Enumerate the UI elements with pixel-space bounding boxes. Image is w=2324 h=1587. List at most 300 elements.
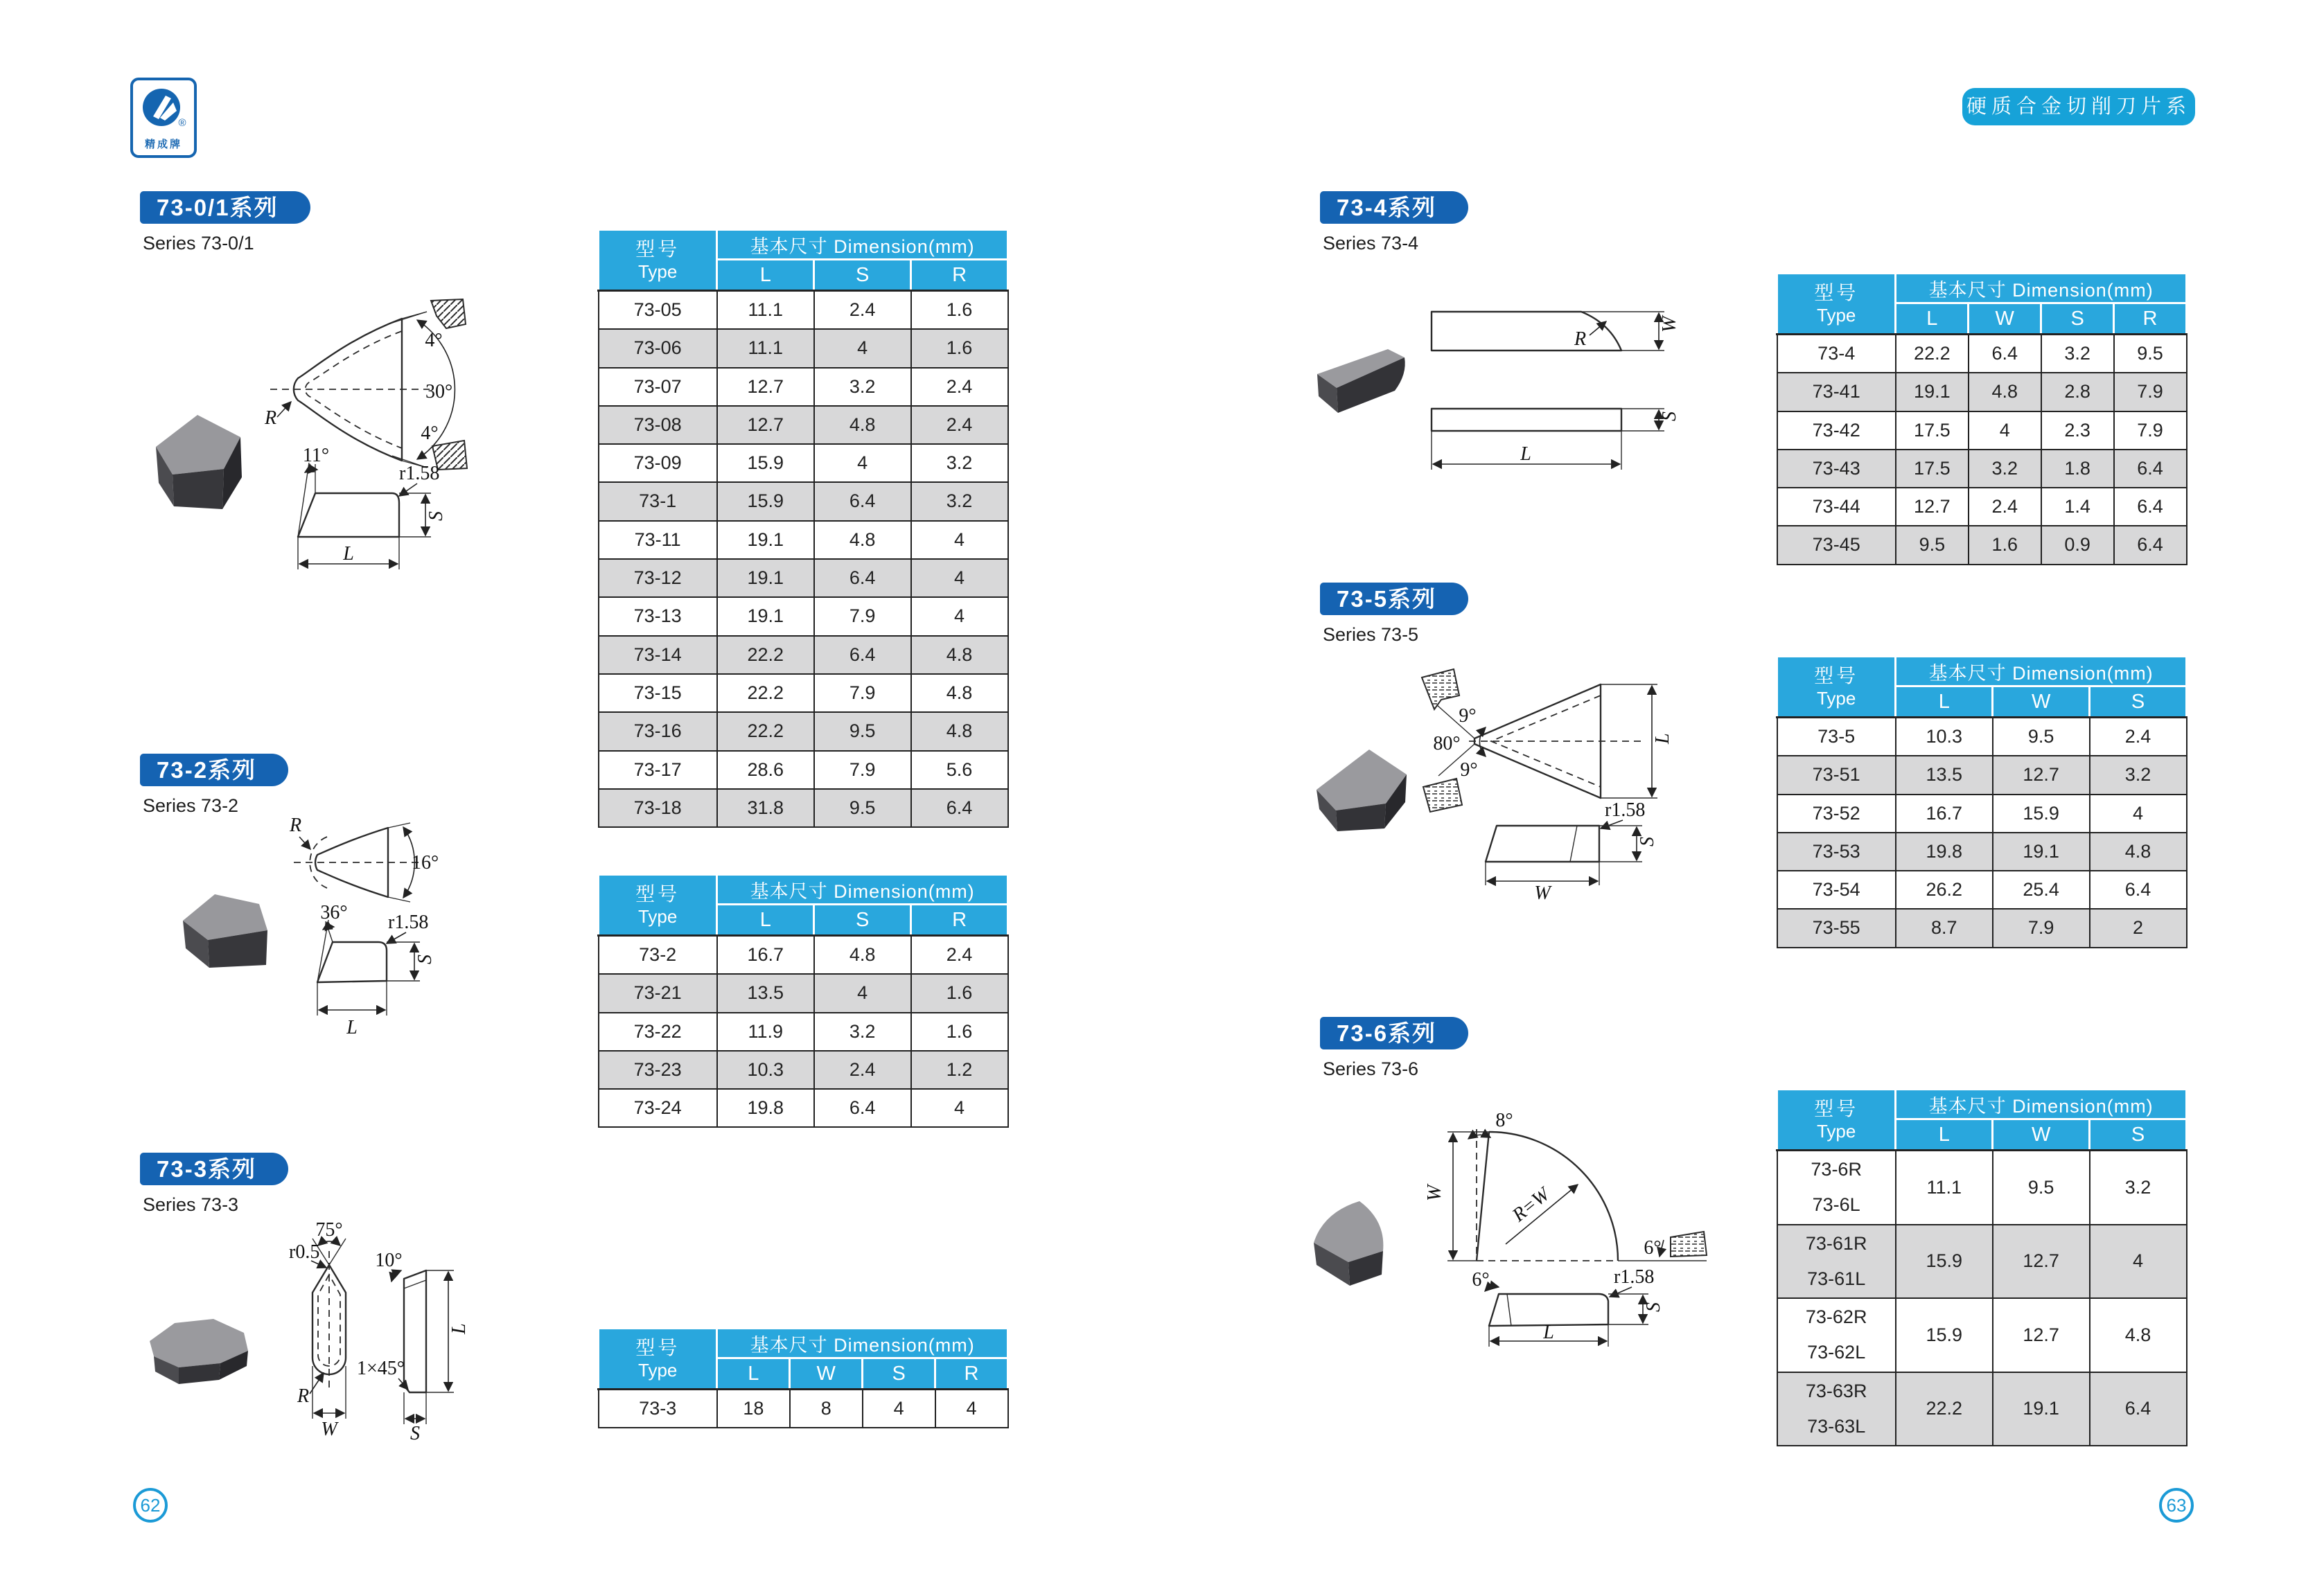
cell-value: 22.2 (717, 674, 814, 712)
cell-value: 12.7 (1993, 1225, 2090, 1299)
dim-label: R (265, 407, 277, 429)
dim-label: 36° (320, 902, 348, 923)
technical-drawing (1414, 665, 1718, 901)
cell-value: 7.9 (814, 751, 911, 789)
cell-type: 73-15 (599, 674, 717, 712)
dim-label: W (1424, 1185, 1445, 1201)
brand-logo-icon (139, 86, 188, 130)
table-row (599, 1089, 1008, 1127)
cell-value: 6.4 (814, 1089, 911, 1127)
cell-value: 3.2 (814, 368, 911, 406)
table-row (1777, 871, 2187, 909)
cell-value: 7.9 (1993, 909, 2090, 947)
table-row (1777, 909, 2187, 947)
cell-type: 73-1 (599, 482, 717, 520)
table-row (599, 712, 1008, 750)
cell-value: 7.9 (814, 597, 911, 635)
table-row (599, 936, 1008, 975)
technical-drawing (288, 1219, 475, 1455)
dim-label: R (1574, 328, 1587, 350)
series-table-container (597, 874, 1009, 1128)
table-row (599, 368, 1008, 406)
col-header-dimension: 基本尺寸 Dimension(mm) (1896, 274, 2187, 303)
table-row (599, 636, 1008, 674)
cell-type: 73-45 (1777, 526, 1896, 564)
col-header-dimension: 基本尺寸 Dimension(mm) (717, 875, 1008, 905)
col-header-dimension: 基本尺寸 Dimension(mm) (1896, 1090, 2187, 1119)
cell-type: 73-22 (599, 1013, 717, 1051)
dimension-table (597, 229, 1009, 828)
col-header-L: L (717, 1358, 790, 1390)
series-subtitle: Series 73-6 (1323, 1058, 1419, 1079)
cell-value: 22.2 (717, 712, 814, 750)
series-subtitle: Series 73-5 (1323, 624, 1419, 645)
table-row (599, 1013, 1008, 1051)
cell-value: 19.8 (1896, 833, 1993, 871)
series-subtitle: Series 73-0/1 (143, 233, 254, 254)
category-badge: 硬质合金切削刀片系列 (1962, 88, 2195, 125)
cell-value: 25.4 (1993, 871, 2090, 909)
dim-label: 8° (1495, 1110, 1513, 1131)
col-header-type: 型号 Type (599, 875, 717, 936)
technical-drawing (1420, 291, 1711, 488)
table-row (599, 444, 1008, 482)
insert-photo (1303, 734, 1427, 845)
dim-label: 6° (1472, 1269, 1490, 1291)
col-header-L: L (717, 260, 814, 291)
cell-value: 11.1 (1896, 1151, 1993, 1225)
technical-drawing (284, 817, 443, 1039)
cell-type: 73-18 (599, 789, 717, 827)
cell-value: 4 (814, 974, 911, 1012)
table-row (1777, 373, 2187, 411)
series-title-pill: 73-2系列 (140, 754, 288, 786)
cell-value: 12.7 (717, 406, 814, 444)
series-table-container (1776, 1088, 2187, 1446)
dim-label: 9° (1459, 705, 1477, 727)
table-row (1777, 833, 2187, 871)
series-subtitle: Series 73-2 (143, 795, 239, 816)
dim-label: 11° (302, 445, 330, 466)
cell-value: 9.5 (814, 712, 911, 750)
col-header-S: S (2090, 1119, 2187, 1151)
dimension-table (597, 874, 1009, 1128)
cell-value: 9.5 (1896, 526, 1969, 564)
cell-value: 4 (863, 1390, 935, 1428)
cell-value: 15.9 (1993, 795, 2090, 833)
series-table-container (1776, 655, 2187, 948)
hatched-relief (431, 299, 466, 328)
cell-value: 2.4 (814, 291, 911, 330)
dim-label: 9° (1460, 759, 1478, 781)
col-header-W: W (1993, 686, 2090, 718)
series-table-container (1776, 272, 2187, 565)
series-title-pill: 73-4系列 (1320, 191, 1468, 224)
dim-label: 4° (425, 330, 443, 351)
cell-type: 73-14 (599, 636, 717, 674)
cell-type: 73-06 (599, 329, 717, 367)
cell-type: 73-3 (599, 1390, 717, 1428)
cell-value: 5.6 (911, 751, 1008, 789)
cell-value: 4 (1969, 411, 2041, 450)
cell-value: 3.2 (2090, 756, 2187, 794)
dim-label: R (297, 1385, 310, 1407)
dim-label: S (414, 955, 436, 964)
col-header-L: L (717, 905, 814, 936)
technical-drawing (1417, 1108, 1715, 1358)
cell-value: 4.8 (2090, 833, 2187, 871)
series-subtitle: Series 73-4 (1323, 233, 1419, 254)
cell-value: 4.8 (911, 712, 1008, 750)
dim-label: L (1520, 443, 1531, 465)
cell-value: 4.8 (2090, 1298, 2187, 1372)
dim-label: r0.5 (289, 1241, 320, 1263)
cell-value: 26.2 (1896, 871, 1993, 909)
dim-label: R=W (1508, 1183, 1554, 1227)
dim-label: 16° (412, 852, 439, 874)
dim-label: 1×45° (357, 1358, 405, 1379)
col-header-W: W (790, 1358, 863, 1390)
col-header-L: L (1896, 686, 1993, 718)
cell-value: 18 (717, 1390, 790, 1428)
cell-value: 3.2 (911, 444, 1008, 482)
cell-type: 73-53 (1777, 833, 1896, 871)
dim-label: 4° (421, 423, 439, 444)
table-row (599, 521, 1008, 559)
brand-logo (130, 78, 197, 158)
table-row (1777, 1372, 2187, 1446)
dimension-table (597, 1327, 1009, 1428)
cell-value: 19.1 (717, 521, 814, 559)
series-table-container (597, 229, 1009, 828)
table-row (599, 482, 1008, 520)
col-header-dimension: 基本尺寸 Dimension(mm) (1896, 657, 2187, 686)
dim-label: r1.58 (1614, 1266, 1655, 1288)
dim-label: L (1543, 1322, 1554, 1343)
col-header-W: W (1993, 1119, 2090, 1151)
cell-value: 19.1 (1896, 373, 1969, 411)
col-header-S: S (2041, 303, 2114, 335)
col-header-type: 型号 Type (1777, 1090, 1896, 1151)
cell-value: 10.3 (1896, 718, 1993, 756)
dim-label: 30° (425, 381, 453, 402)
cell-value: 1.6 (1969, 526, 2041, 564)
table-row (1777, 450, 2187, 488)
dimension-table (1776, 655, 2187, 948)
cell-value: 16.7 (717, 936, 814, 975)
table-row (599, 597, 1008, 635)
cell-value: 12.7 (1896, 488, 1969, 526)
cell-type: 73-44 (1777, 488, 1896, 526)
dim-label: S (1637, 837, 1658, 846)
insert-photo (139, 1302, 263, 1399)
cell-value: 3.2 (2090, 1151, 2187, 1225)
cell-value: 3.2 (814, 1013, 911, 1051)
cell-type: 73-23 (599, 1051, 717, 1089)
cell-type: 73-42 (1777, 411, 1896, 450)
cell-value: 3.2 (1969, 450, 2041, 488)
col-header-type: 型号 Type (1777, 657, 1896, 718)
series-subtitle: Series 73-3 (143, 1194, 239, 1215)
dim-label: r1.58 (1605, 799, 1646, 821)
table-row (1777, 1151, 2187, 1225)
cell-value: 4 (814, 329, 911, 367)
cell-value: 6.4 (911, 789, 1008, 827)
table-row (599, 329, 1008, 367)
cell-type: 73-61R 73-61L (1777, 1225, 1896, 1299)
cell-value: 2.3 (2041, 411, 2114, 450)
cell-value: 2.4 (2090, 718, 2187, 756)
cell-value: 1.6 (911, 974, 1008, 1012)
dim-label: S (1643, 1302, 1664, 1312)
series-table-container (597, 1327, 1009, 1428)
insert-photo (1306, 333, 1417, 436)
dim-label: W (321, 1419, 337, 1440)
cell-value: 11.9 (717, 1013, 814, 1051)
table-row (1777, 411, 2187, 450)
cell-value: 15.9 (717, 482, 814, 520)
table-row (1777, 1298, 2187, 1372)
cell-type: 73-07 (599, 368, 717, 406)
cell-type: 73-12 (599, 559, 717, 597)
cell-type: 73-6R 73-6L (1777, 1151, 1896, 1225)
cell-type: 73-17 (599, 751, 717, 789)
col-header-type: 型号 Type (599, 1329, 717, 1390)
cell-value: 11.1 (717, 291, 814, 330)
hatched-relief (1423, 779, 1462, 812)
cell-value: 9.5 (1993, 718, 2090, 756)
cell-type: 73-41 (1777, 373, 1896, 411)
table-row (599, 789, 1008, 827)
series-title-pill: 73-5系列 (1320, 583, 1468, 615)
cell-value: 4 (814, 444, 911, 482)
cell-value: 8.7 (1896, 909, 1993, 947)
table-row (1777, 488, 2187, 526)
cell-type: 73-21 (599, 974, 717, 1012)
cell-value: 6.4 (814, 482, 911, 520)
cell-value: 15.9 (1896, 1225, 1993, 1299)
cell-value: 11.1 (717, 329, 814, 367)
cell-value: 3.2 (911, 482, 1008, 520)
dim-label: r1.58 (388, 912, 429, 933)
cell-value: 4.8 (911, 636, 1008, 674)
cell-type: 73-08 (599, 406, 717, 444)
cell-value: 7.9 (2114, 373, 2187, 411)
cell-value: 22.2 (1896, 335, 1969, 373)
dim-label: 80° (1433, 733, 1461, 754)
cell-value: 12.7 (717, 368, 814, 406)
col-header-dimension: 基本尺寸 Dimension(mm) (717, 230, 1008, 260)
cell-value: 12.7 (1993, 1298, 2090, 1372)
cell-type: 73-13 (599, 597, 717, 635)
cell-type: 73-55 (1777, 909, 1896, 947)
cell-value: 8 (790, 1390, 863, 1428)
cell-value: 19.8 (717, 1089, 814, 1127)
cell-value: 16.7 (1896, 795, 1993, 833)
cell-value: 6.4 (2114, 526, 2187, 564)
cell-value: 17.5 (1896, 450, 1969, 488)
table-row (1777, 335, 2187, 373)
col-header-S: S (814, 260, 911, 291)
cell-type: 73-54 (1777, 871, 1896, 909)
page-number-left: 62 (133, 1488, 168, 1523)
col-header-R: R (911, 260, 1008, 291)
series-title-pill: 73-0/1系列 (140, 191, 310, 224)
cell-value: 4 (2090, 795, 2187, 833)
dim-label: L (1652, 733, 1673, 744)
cell-value: 4 (2090, 1225, 2187, 1299)
cell-value: 19.1 (717, 559, 814, 597)
table-row (599, 291, 1008, 330)
insert-photo (1296, 1185, 1407, 1302)
cell-type: 73-52 (1777, 795, 1896, 833)
cell-type: 73-16 (599, 712, 717, 750)
cell-value: 9.5 (2114, 335, 2187, 373)
cell-value: 1.4 (2041, 488, 2114, 526)
cell-value: 10.3 (717, 1051, 814, 1089)
dim-label: r1.58 (399, 463, 440, 484)
cell-value: 19.1 (1993, 833, 2090, 871)
cell-value: 17.5 (1896, 411, 1969, 450)
cell-value: 15.9 (717, 444, 814, 482)
cell-type: 73-2 (599, 936, 717, 975)
cell-value: 6.4 (1969, 335, 2041, 373)
series-title-pill: 73-6系列 (1320, 1017, 1468, 1049)
cell-type: 73-62R 73-62L (1777, 1298, 1896, 1372)
table-row (599, 406, 1008, 444)
insert-photo (142, 405, 260, 523)
cell-value: 1.6 (911, 1013, 1008, 1051)
cell-value: 7.9 (814, 674, 911, 712)
dim-label: R (290, 817, 302, 836)
cell-value: 6.4 (814, 559, 911, 597)
cell-value: 0.9 (2041, 526, 2114, 564)
cell-value: 4.8 (814, 406, 911, 444)
table-row (1777, 1225, 2187, 1299)
table-row (599, 1390, 1008, 1428)
cell-type: 73-11 (599, 521, 717, 559)
col-header-R: R (2114, 303, 2187, 335)
cell-value: 2.4 (814, 1051, 911, 1089)
insert-photo (166, 876, 284, 980)
col-header-S: S (2090, 686, 2187, 718)
cell-value: 2.4 (911, 406, 1008, 444)
cell-value: 9.5 (1993, 1151, 2090, 1225)
cell-value: 12.7 (1993, 756, 2090, 794)
cell-value: 19.1 (1993, 1372, 2090, 1446)
cell-value: 15.9 (1896, 1298, 1993, 1372)
cell-value: 1.8 (2041, 450, 2114, 488)
dim-label: 10° (375, 1250, 403, 1271)
cell-type: 73-09 (599, 444, 717, 482)
cell-value: 1.6 (911, 291, 1008, 330)
cell-value: 13.5 (717, 974, 814, 1012)
col-header-L: L (1896, 303, 1969, 335)
cell-value: 28.6 (717, 751, 814, 789)
series-title-pill: 73-3系列 (140, 1153, 288, 1185)
table-row (599, 751, 1008, 789)
cell-type: 73-4 (1777, 335, 1896, 373)
cell-value: 4.8 (814, 521, 911, 559)
technical-drawing (256, 298, 471, 582)
col-header-R: R (911, 905, 1008, 936)
cell-type: 73-51 (1777, 756, 1896, 794)
cell-value: 6.4 (814, 636, 911, 674)
dim-label: 75° (315, 1219, 343, 1241)
cell-value: 7.9 (2114, 411, 2187, 450)
dim-label: W (1534, 883, 1551, 901)
table-row (1777, 718, 2187, 756)
page-number-right: 63 (2159, 1488, 2194, 1523)
cell-value: 4 (911, 559, 1008, 597)
hatched-relief (1671, 1232, 1707, 1257)
cell-value: 19.1 (717, 597, 814, 635)
col-header-type: 型号 Type (1777, 274, 1896, 335)
dim-label: L (346, 1017, 358, 1038)
col-header-type: 型号 Type (599, 230, 717, 291)
cell-value: 6.4 (2114, 450, 2187, 488)
col-header-S: S (814, 905, 911, 936)
brand-name: 精成牌 (144, 139, 182, 150)
dim-label: S (425, 511, 447, 521)
dim-label: S (410, 1423, 420, 1444)
table-row (599, 974, 1008, 1012)
cell-value: 4 (911, 521, 1008, 559)
cell-value: 3.2 (2041, 335, 2114, 373)
table-row (1777, 795, 2187, 833)
col-header-S: S (863, 1358, 935, 1390)
cell-value: 4 (911, 1089, 1008, 1127)
cell-value: 31.8 (717, 789, 814, 827)
table-row (599, 1051, 1008, 1089)
col-header-W: W (1969, 303, 2041, 335)
cell-value: 2.4 (911, 368, 1008, 406)
dim-label: L (448, 1323, 470, 1334)
table-row (599, 674, 1008, 712)
dim-label: W (1659, 316, 1680, 333)
dim-label: 6° (1644, 1237, 1662, 1259)
cell-value: 2.4 (911, 936, 1008, 975)
registered-mark: ® (178, 117, 186, 129)
cell-value: 6.4 (2090, 871, 2187, 909)
cell-value: 4 (911, 597, 1008, 635)
dimension-table (1776, 272, 2187, 565)
table-row (1777, 526, 2187, 564)
col-header-L: L (1896, 1119, 1993, 1151)
dim-label: L (343, 543, 354, 565)
cell-value: 1.6 (911, 329, 1008, 367)
table-row (1777, 756, 2187, 794)
cell-value: 4.8 (1969, 373, 2041, 411)
cell-value: 6.4 (2114, 488, 2187, 526)
col-header-dimension: 基本尺寸 Dimension(mm) (717, 1329, 1008, 1358)
table-row (599, 559, 1008, 597)
cell-value: 2.4 (1969, 488, 2041, 526)
cell-value: 4 (935, 1390, 1008, 1428)
cell-value: 1.2 (911, 1051, 1008, 1089)
cell-value: 4.8 (814, 936, 911, 975)
dim-label: S (1659, 411, 1680, 421)
cell-type: 73-24 (599, 1089, 717, 1127)
cell-value: 22.2 (717, 636, 814, 674)
cell-type: 73-05 (599, 291, 717, 330)
cell-value: 9.5 (814, 789, 911, 827)
cell-type: 73-63R 73-63L (1777, 1372, 1896, 1446)
cell-value: 2.8 (2041, 373, 2114, 411)
cell-value: 2 (2090, 909, 2187, 947)
cell-type: 73-43 (1777, 450, 1896, 488)
cell-type: 73-5 (1777, 718, 1896, 756)
